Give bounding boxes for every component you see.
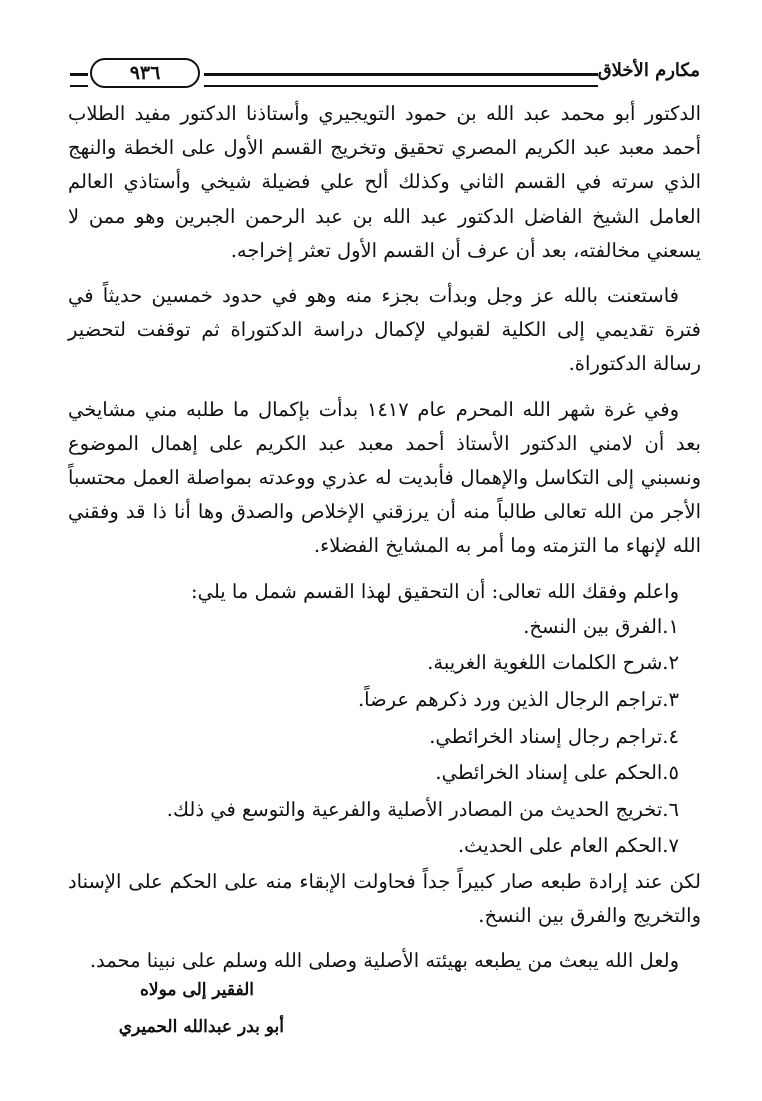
- list-item: ٧.الحكم العام على الحديث.: [457, 834, 679, 858]
- list-item: ٦.تخريج الحديث من المصادر الأصلية والفرعية والتوسع في ذلك.: [166, 797, 679, 821]
- page-number: ٩٣٦: [90, 58, 200, 88]
- list-item: ٣.تراجم الرجال الذين ورد ذكرهم عرضاً.: [357, 688, 679, 712]
- paragraph-5: لكن عند إرادة طبعه صار كبيراً جداً فحاولت الإبقاء منه على الحكم على الإسناد والتخريج والفرق بين النسخ.: [68, 870, 701, 928]
- list-item: ١.الفرق بين النسخ.: [523, 614, 679, 638]
- list-item: ٢.شرح الكلمات اللغوية الغريبة.: [427, 651, 679, 675]
- signature-line-1: الفقير إلى مولاه: [139, 980, 254, 1000]
- paragraph-6: ولعل الله يبعث من يطبعه بهيئته الأصلية وصلى الله وسلم على نبينا محمد.: [89, 949, 679, 973]
- header-rule: [204, 73, 598, 87]
- paragraph-3: وفي غرة شهر الله المحرم عام ١٤١٧ بدأت بإكمال ما طلبه مني مشايخي بعد أن لامني الدكتور الأستاذ أحمد معبد عبد الكريم على إهمال الموضوع ونسبني إلى التكاسل والإهمال فأبديت له عذري ووعدته بمواصلة العمل محتسباً الأجر من الله تعالى طالباً منه أن يرزقني الإخلاص والصدق وها أنا ذا قد وفقني الله لإنهاء ما التزمته وما أمر به المشايخ الفضلاء.: [68, 397, 701, 558]
- running-title: مكارم الأخلاق: [597, 60, 700, 81]
- header-rule-left: [70, 73, 88, 87]
- list-item: ٤.تراجم رجال إسناد الخرائطي.: [429, 724, 679, 748]
- body-text: [68, 97, 701, 979]
- page-header: [68, 58, 700, 98]
- paragraph-4: واعلم وفقك الله تعالى: أن التحقيق لهذا القسم شمل ما يلي:: [191, 579, 679, 603]
- list: [68, 609, 701, 865]
- signature-line-2: أبو بدر عبدالله الحميري: [118, 1017, 284, 1037]
- list-item: ٥.الحكم على إسناد الخرائطي.: [435, 761, 679, 785]
- paragraph-1: الدكتور أبو محمد عبد الله بن حمود التويجيري وأستاذنا الدكتور مفيد الطلاب أحمد معبد عبد الكريم المصري تحقيق وتخريج القسم الأول على الخطة والنهج الذي سرته في القسم الثاني وكذلك ألح علي فضيلة شيخي وأستاذي العالم العامل الشيخ الفاضل الدكتور عبد الله بن عبد الرحمن الجبرين وهو ممن لا يسعني مخالفته، بعد أن عرف أن القسم الأول تعثر إخراجه.: [68, 102, 701, 262]
- paragraph-2: فاستعنت بالله عز وجل وبدأت بجزء منه وهو في حدود خمسين حديثاً في فترة تقديمي إلى الكلية لقبولي لإكمال دراسة الدكتوراة ثم توقفت لتحضير رسالة الدكتوراة.: [68, 284, 701, 376]
